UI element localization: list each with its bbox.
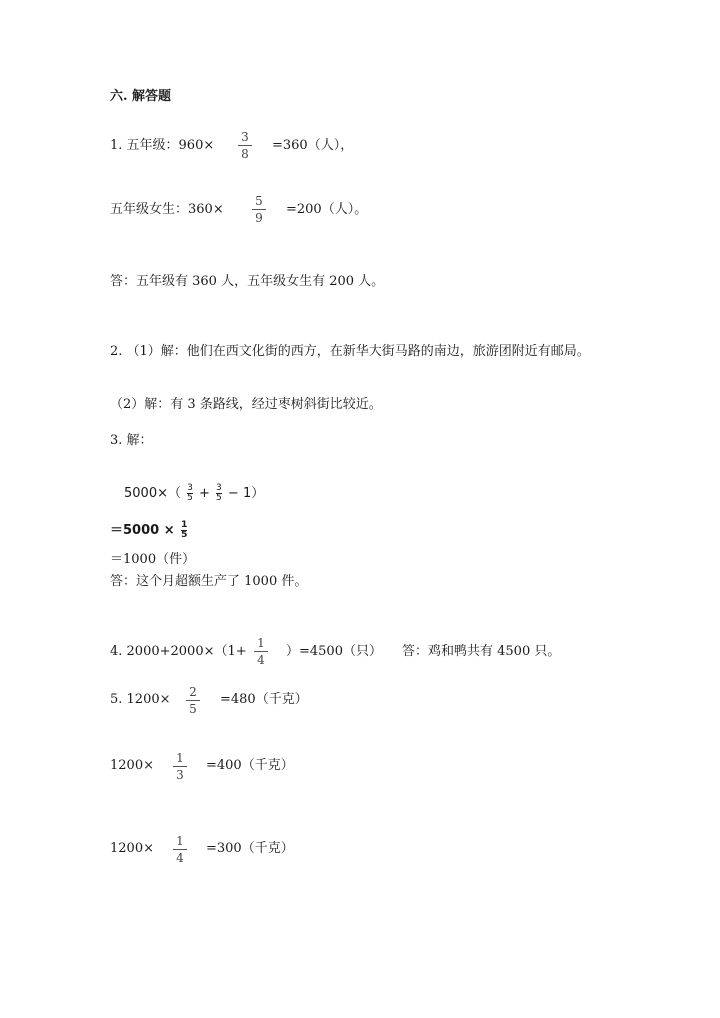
q5-line3-post: =300（千克）: [206, 841, 294, 856]
q2-part2: （2）解：有 3 条路线，经过枣树斜街比较近。: [110, 397, 382, 412]
numerator: 2: [189, 685, 197, 699]
q1-answer: 答：五年级有 360 人，五年级女生有 200 人。: [110, 274, 385, 289]
q5-line3-pre: 1200×: [110, 841, 154, 856]
q3-expression: [124, 484, 264, 503]
q5-line1-post: =480（千克）: [220, 692, 308, 707]
q1-line1-post: =360（人），: [272, 138, 354, 153]
denominator: 5: [187, 493, 193, 503]
denominator: 9: [255, 211, 263, 225]
q3-fraction-2: [216, 484, 222, 503]
q1-line1-pre: 1. 五年级：960×: [110, 138, 215, 153]
numerator: 3: [216, 483, 222, 493]
q3-step2: [110, 521, 189, 540]
numerator: 1: [181, 520, 188, 530]
denominator: 5: [181, 530, 188, 540]
q5-line2-pre: 1200×: [110, 758, 154, 773]
step2-pre: ＝5000 ×: [110, 523, 175, 538]
denominator: 4: [257, 653, 265, 667]
q1-line1-fraction: [238, 130, 252, 161]
q3-step3: ＝1000（件）: [110, 552, 196, 567]
q5-line1-pre: 5. 1200×: [110, 692, 171, 707]
denominator: 5: [189, 702, 197, 716]
numerator: 3: [241, 130, 249, 144]
denominator: 5: [216, 493, 222, 503]
q5-line2-post: =400（千克）: [206, 758, 294, 773]
q5-line1-fraction: [186, 685, 200, 716]
minus-one: − 1）: [227, 486, 265, 501]
q4-post: ）=4500（只）: [286, 644, 382, 659]
denominator: 4: [176, 851, 184, 865]
expr-pre: 5000×（: [124, 486, 181, 501]
q5-line2-fraction: [173, 751, 187, 782]
section-heading: 六. 解答题: [110, 89, 172, 104]
q3-fraction-1: [187, 484, 193, 503]
q4-pre: 4. 2000+2000×（1+: [110, 644, 247, 659]
q1-line2-pre: 五年级女生：360×: [110, 202, 224, 217]
denominator: 8: [241, 147, 249, 161]
numerator: 1: [176, 751, 184, 765]
q4-answer: 答：鸡和鸭共有 4500 只。: [402, 644, 561, 659]
q1-line2-post: =200（人）。: [286, 202, 368, 217]
q5-line3-fraction: [173, 834, 187, 865]
q4-fraction: [254, 636, 268, 667]
q2-part1: 2. （1）解：他们在西文化街的西方，在新华大街马路的南边，旅游团附近有邮局。: [110, 344, 590, 359]
plus-sign: +: [199, 486, 210, 501]
q3-label: 3. 解：: [110, 433, 153, 448]
numerator: 3: [187, 483, 193, 493]
q3-answer: 答：这个月超额生产了 1000 件。: [110, 574, 308, 589]
denominator: 3: [176, 768, 184, 782]
q3-fraction-3: [181, 521, 187, 540]
q1-line2-fraction: [252, 194, 266, 225]
numerator: 1: [176, 834, 184, 848]
numerator: 1: [257, 636, 265, 650]
numerator: 5: [255, 194, 263, 208]
